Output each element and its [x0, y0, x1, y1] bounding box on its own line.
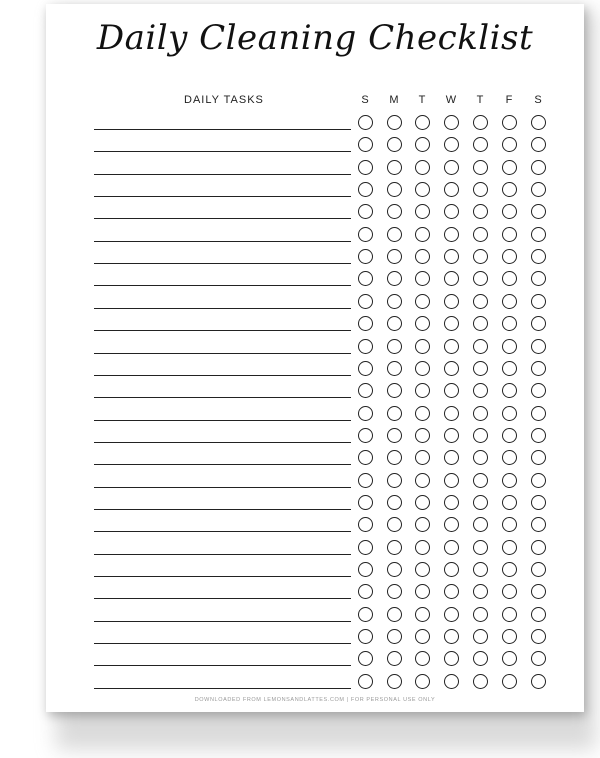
- task-line[interactable]: [94, 263, 351, 264]
- check-circle[interactable]: [387, 249, 402, 264]
- check-circle[interactable]: [358, 383, 373, 398]
- check-circle[interactable]: [502, 182, 517, 197]
- check-circle[interactable]: [358, 316, 373, 331]
- check-circle[interactable]: [387, 517, 402, 532]
- check-circle[interactable]: [531, 651, 546, 666]
- check-circle[interactable]: [444, 316, 459, 331]
- check-circle[interactable]: [415, 450, 430, 465]
- check-circle[interactable]: [502, 137, 517, 152]
- check-circle[interactable]: [415, 115, 430, 130]
- check-circle[interactable]: [415, 428, 430, 443]
- day-label-tuesday: T: [418, 94, 426, 106]
- check-circle[interactable]: [358, 204, 373, 219]
- check-circle[interactable]: [444, 607, 459, 622]
- check-circle[interactable]: [358, 450, 373, 465]
- check-circle[interactable]: [531, 339, 546, 354]
- check-circle[interactable]: [444, 271, 459, 286]
- check-circle[interactable]: [415, 651, 430, 666]
- check-circle[interactable]: [415, 160, 430, 175]
- check-circle[interactable]: [387, 450, 402, 465]
- check-circle[interactable]: [473, 651, 488, 666]
- check-circle[interactable]: [358, 294, 373, 309]
- check-circle[interactable]: [502, 271, 517, 286]
- check-circle[interactable]: [473, 137, 488, 152]
- check-circle[interactable]: [502, 115, 517, 130]
- task-line[interactable]: [94, 598, 351, 599]
- check-circle[interactable]: [502, 517, 517, 532]
- check-circle[interactable]: [473, 540, 488, 555]
- check-circle[interactable]: [531, 182, 546, 197]
- check-circle[interactable]: [358, 629, 373, 644]
- task-line[interactable]: [94, 308, 351, 309]
- task-line[interactable]: [94, 151, 351, 152]
- check-circle[interactable]: [502, 562, 517, 577]
- day-label-wednesday: W: [445, 94, 457, 106]
- task-line[interactable]: [94, 420, 351, 421]
- check-circle[interactable]: [444, 383, 459, 398]
- footer-note: DOWNLOADED FROM LEMONSANDLATTES.COM | FOR PERSONAL USE ONLY: [194, 697, 436, 703]
- tasks-column-header: DAILY TASKS: [184, 94, 264, 106]
- check-circle[interactable]: [502, 540, 517, 555]
- check-circle[interactable]: [531, 271, 546, 286]
- check-circle[interactable]: [444, 182, 459, 197]
- check-circle[interactable]: [473, 115, 488, 130]
- check-circle[interactable]: [358, 406, 373, 421]
- check-circle[interactable]: [387, 271, 402, 286]
- task-line[interactable]: [94, 643, 351, 644]
- check-circle[interactable]: [358, 651, 373, 666]
- check-circle[interactable]: [473, 316, 488, 331]
- check-circle[interactable]: [531, 674, 546, 689]
- check-circle[interactable]: [415, 271, 430, 286]
- check-circle[interactable]: [387, 473, 402, 488]
- check-circle[interactable]: [473, 361, 488, 376]
- check-circle[interactable]: [473, 249, 488, 264]
- check-circle[interactable]: [473, 182, 488, 197]
- check-circle[interactable]: [473, 473, 488, 488]
- check-circle[interactable]: [473, 160, 488, 175]
- check-circle[interactable]: [502, 674, 517, 689]
- check-circle[interactable]: [473, 294, 488, 309]
- check-circle[interactable]: [531, 204, 546, 219]
- task-line[interactable]: [94, 487, 351, 488]
- task-line[interactable]: [94, 218, 351, 219]
- check-circle[interactable]: [473, 383, 488, 398]
- check-circle[interactable]: [358, 115, 373, 130]
- check-circle[interactable]: [531, 495, 546, 510]
- check-circle[interactable]: [531, 249, 546, 264]
- check-circle[interactable]: [358, 517, 373, 532]
- check-circle[interactable]: [473, 495, 488, 510]
- check-circle[interactable]: [473, 406, 488, 421]
- check-circle[interactable]: [358, 160, 373, 175]
- check-circle[interactable]: [444, 428, 459, 443]
- check-circle[interactable]: [502, 383, 517, 398]
- check-circle[interactable]: [444, 450, 459, 465]
- check-circle[interactable]: [502, 227, 517, 242]
- check-circle[interactable]: [387, 629, 402, 644]
- check-circle[interactable]: [415, 182, 430, 197]
- check-circle[interactable]: [473, 674, 488, 689]
- check-circle[interactable]: [415, 473, 430, 488]
- check-circle[interactable]: [415, 517, 430, 532]
- task-line[interactable]: [94, 665, 351, 666]
- task-line[interactable]: [94, 241, 351, 242]
- check-circle[interactable]: [502, 316, 517, 331]
- check-circle[interactable]: [358, 339, 373, 354]
- check-circle[interactable]: [502, 204, 517, 219]
- task-line[interactable]: [94, 464, 351, 465]
- check-circle[interactable]: [415, 562, 430, 577]
- check-circle[interactable]: [531, 406, 546, 421]
- check-circle[interactable]: [415, 629, 430, 644]
- check-circle[interactable]: [444, 651, 459, 666]
- task-line[interactable]: [94, 174, 351, 175]
- check-circle[interactable]: [415, 406, 430, 421]
- day-label-monday: M: [389, 94, 399, 106]
- check-circle[interactable]: [387, 540, 402, 555]
- check-circle[interactable]: [387, 339, 402, 354]
- check-circle[interactable]: [387, 160, 402, 175]
- check-circle[interactable]: [531, 607, 546, 622]
- check-circle[interactable]: [473, 607, 488, 622]
- check-circle[interactable]: [473, 562, 488, 577]
- check-circle[interactable]: [387, 294, 402, 309]
- task-line[interactable]: [94, 576, 351, 577]
- check-circle[interactable]: [415, 294, 430, 309]
- task-line[interactable]: [94, 330, 351, 331]
- check-circle[interactable]: [358, 428, 373, 443]
- check-circle[interactable]: [531, 137, 546, 152]
- check-circle[interactable]: [444, 227, 459, 242]
- check-circle[interactable]: [531, 383, 546, 398]
- check-circle[interactable]: [387, 383, 402, 398]
- check-circle[interactable]: [502, 473, 517, 488]
- check-circle[interactable]: [502, 249, 517, 264]
- check-circle[interactable]: [358, 271, 373, 286]
- check-circle[interactable]: [473, 339, 488, 354]
- check-circle[interactable]: [444, 473, 459, 488]
- check-circle[interactable]: [502, 428, 517, 443]
- day-label-sunday: S: [361, 94, 369, 106]
- check-circle[interactable]: [473, 450, 488, 465]
- check-circle[interactable]: [502, 584, 517, 599]
- check-circle[interactable]: [444, 137, 459, 152]
- check-circle[interactable]: [387, 182, 402, 197]
- check-circle[interactable]: [531, 115, 546, 130]
- check-circle[interactable]: [415, 204, 430, 219]
- check-circle[interactable]: [415, 383, 430, 398]
- task-line[interactable]: [94, 375, 351, 376]
- check-circle[interactable]: [444, 674, 459, 689]
- check-circle[interactable]: [531, 517, 546, 532]
- check-circle[interactable]: [444, 160, 459, 175]
- task-line[interactable]: [94, 688, 351, 689]
- check-circle[interactable]: [444, 517, 459, 532]
- check-circle[interactable]: [387, 428, 402, 443]
- check-circle[interactable]: [358, 227, 373, 242]
- check-circle[interactable]: [502, 651, 517, 666]
- check-circle[interactable]: [358, 249, 373, 264]
- check-circle[interactable]: [415, 361, 430, 376]
- task-line[interactable]: [94, 353, 351, 354]
- task-line[interactable]: [94, 531, 351, 532]
- check-circle[interactable]: [358, 361, 373, 376]
- check-circle[interactable]: [358, 607, 373, 622]
- check-circle[interactable]: [415, 495, 430, 510]
- check-circle[interactable]: [415, 316, 430, 331]
- check-circle[interactable]: [444, 294, 459, 309]
- check-circle[interactable]: [531, 540, 546, 555]
- check-circle[interactable]: [444, 115, 459, 130]
- check-circle[interactable]: [502, 339, 517, 354]
- check-circle[interactable]: [387, 651, 402, 666]
- check-circle[interactable]: [444, 562, 459, 577]
- task-line[interactable]: [94, 554, 351, 555]
- check-circle[interactable]: [502, 495, 517, 510]
- check-circle[interactable]: [502, 361, 517, 376]
- day-label-thursday: T: [476, 94, 484, 106]
- check-circle[interactable]: [358, 495, 373, 510]
- check-circle[interactable]: [444, 629, 459, 644]
- task-line[interactable]: [94, 196, 351, 197]
- check-circle[interactable]: [531, 562, 546, 577]
- check-circle[interactable]: [387, 406, 402, 421]
- check-circle[interactable]: [415, 137, 430, 152]
- check-circle[interactable]: [531, 428, 546, 443]
- check-circle[interactable]: [444, 495, 459, 510]
- check-circle[interactable]: [358, 674, 373, 689]
- task-line[interactable]: [94, 285, 351, 286]
- check-circle[interactable]: [531, 473, 546, 488]
- check-circle[interactable]: [473, 227, 488, 242]
- check-circle[interactable]: [358, 182, 373, 197]
- check-circle[interactable]: [387, 316, 402, 331]
- check-circle[interactable]: [531, 160, 546, 175]
- check-circle[interactable]: [358, 562, 373, 577]
- check-circle[interactable]: [473, 584, 488, 599]
- check-circle[interactable]: [444, 540, 459, 555]
- task-line[interactable]: [94, 397, 351, 398]
- check-circle[interactable]: [358, 584, 373, 599]
- check-circle[interactable]: [473, 517, 488, 532]
- check-circle[interactable]: [502, 406, 517, 421]
- check-circle[interactable]: [444, 361, 459, 376]
- check-circle[interactable]: [358, 137, 373, 152]
- check-circle[interactable]: [415, 607, 430, 622]
- check-circle[interactable]: [387, 607, 402, 622]
- day-label-saturday: S: [534, 94, 542, 106]
- check-circle[interactable]: [387, 495, 402, 510]
- check-circle[interactable]: [473, 629, 488, 644]
- day-label-friday: F: [505, 94, 513, 106]
- check-circle[interactable]: [415, 227, 430, 242]
- check-circle[interactable]: [444, 406, 459, 421]
- check-circle[interactable]: [502, 607, 517, 622]
- check-circle[interactable]: [502, 294, 517, 309]
- check-circle[interactable]: [387, 361, 402, 376]
- check-circle[interactable]: [531, 294, 546, 309]
- check-circle[interactable]: [444, 584, 459, 599]
- check-circle[interactable]: [531, 316, 546, 331]
- check-circle[interactable]: [502, 160, 517, 175]
- check-circle[interactable]: [531, 584, 546, 599]
- check-circle[interactable]: [387, 584, 402, 599]
- check-circle[interactable]: [415, 584, 430, 599]
- check-circle[interactable]: [473, 428, 488, 443]
- check-circle[interactable]: [415, 339, 430, 354]
- task-line[interactable]: [94, 129, 351, 130]
- check-circle[interactable]: [387, 204, 402, 219]
- check-circle[interactable]: [387, 137, 402, 152]
- check-circle[interactable]: [358, 540, 373, 555]
- check-circle[interactable]: [444, 249, 459, 264]
- check-circle[interactable]: [415, 674, 430, 689]
- check-circle[interactable]: [531, 450, 546, 465]
- check-circle[interactable]: [473, 204, 488, 219]
- checklist-page: [46, 4, 584, 712]
- task-line[interactable]: [94, 621, 351, 622]
- check-circle[interactable]: [387, 227, 402, 242]
- check-circle[interactable]: [473, 271, 488, 286]
- check-circle[interactable]: [387, 674, 402, 689]
- check-circle[interactable]: [502, 629, 517, 644]
- check-circle[interactable]: [415, 540, 430, 555]
- check-circle[interactable]: [502, 450, 517, 465]
- check-circle[interactable]: [415, 249, 430, 264]
- check-circle[interactable]: [444, 204, 459, 219]
- task-line[interactable]: [94, 509, 351, 510]
- check-circle[interactable]: [531, 227, 546, 242]
- check-circle[interactable]: [387, 115, 402, 130]
- check-circle[interactable]: [387, 562, 402, 577]
- page-title: Daily Cleaning Checklist: [96, 18, 534, 58]
- check-circle[interactable]: [444, 339, 459, 354]
- check-circle[interactable]: [358, 473, 373, 488]
- check-circle[interactable]: [531, 629, 546, 644]
- check-circle[interactable]: [531, 361, 546, 376]
- task-line[interactable]: [94, 442, 351, 443]
